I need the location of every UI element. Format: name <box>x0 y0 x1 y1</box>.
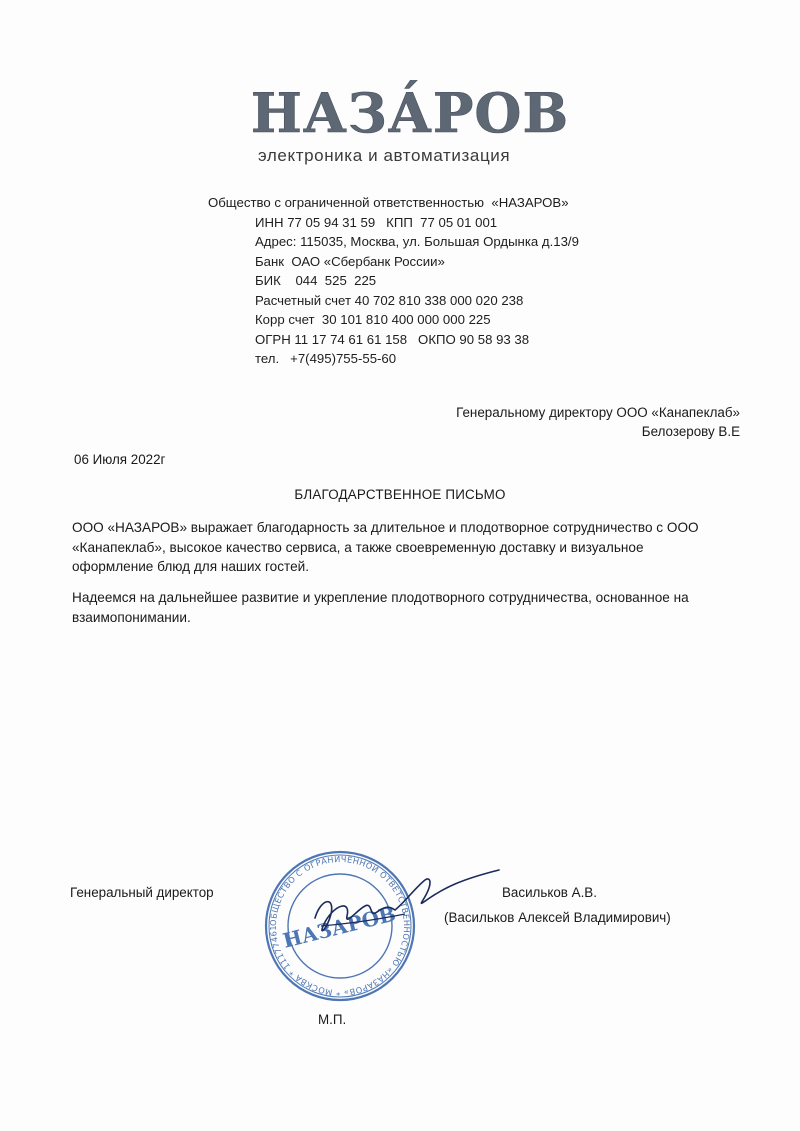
company-requisites <box>208 193 579 369</box>
requisites-company-name: Общество с ограниченной ответственностью «НАЗАРОВ» <box>208 195 569 210</box>
company-logo <box>250 80 570 170</box>
signature-block <box>0 820 800 1060</box>
requisites-address: Адрес: 115035, Москва, ул. Большая Ордынка д.13/9 <box>255 234 579 249</box>
seal-place-label: М.П. <box>318 1012 347 1027</box>
requisites-inn-kpp: ИНН 77 05 94 31 59 КПП 77 05 01 001 <box>255 214 498 230</box>
company-stamp <box>255 840 515 1010</box>
signer-name-full: (Васильков Алексей Владимирович) <box>444 910 671 925</box>
stamp-seal <box>255 840 414 1000</box>
stamp-outer-text: ОБЩЕСТВО С ОГРАНИЧЕННОЙ ОТВЕТСТВЕННОСТЬЮ «НАЗАРОВ» * МОСКВА * 11177461 <box>267 853 413 999</box>
letter-title: БЛАГОДАРСТВЕННОЕ ПИСЬМО <box>294 487 506 502</box>
addressee-name: Белозерову В.Е <box>641 424 740 439</box>
body-paragraph-2: Надеемся на дальнейшее развитие и укрепление плодотворного сотрудничества, основанное на взаимопонимании. <box>72 590 689 625</box>
logo-wordmark-text: НАЗА́РОВ <box>250 81 570 142</box>
signer-position: Генеральный директор <box>70 885 214 900</box>
addressee-block <box>456 403 740 441</box>
logo-wordmark <box>250 80 570 142</box>
requisites-account: Расчетный счет 40 702 810 338 000 020 238 <box>255 292 524 308</box>
letter-date: 06 Июля 2022г <box>74 452 166 467</box>
body-paragraph-1: ООО «НАЗАРОВ» выражает благодарность за длительное и плодотворное сотрудничество с ООО «Канапеклаб», высокое качество сервиса, а также своевременную доставку и визуальное оформление блюд для наших гостей. <box>72 520 699 574</box>
signer-name-short: Васильков А.В. <box>502 885 597 900</box>
requisites-bank: Банк ОАО «Сбербанк России» <box>255 253 445 269</box>
requisites-corr-account: Корр счет 30 101 810 400 000 000 225 <box>255 312 491 327</box>
logo-tagline: электроника и автоматизация <box>258 146 511 165</box>
requisites-bik: БИК 044 525 225 <box>255 273 377 288</box>
requisites-phone: тел. +7(495)755-55-60 <box>255 351 397 366</box>
requisites-ogrn-okpo: ОГРН 11 17 74 61 61 158 ОКПО 90 58 93 38 <box>255 331 530 347</box>
stamp-center-text: НАЗАРОВ <box>280 901 399 953</box>
addressee-position: Генеральному директору ООО «Канапеклаб» <box>456 405 740 420</box>
